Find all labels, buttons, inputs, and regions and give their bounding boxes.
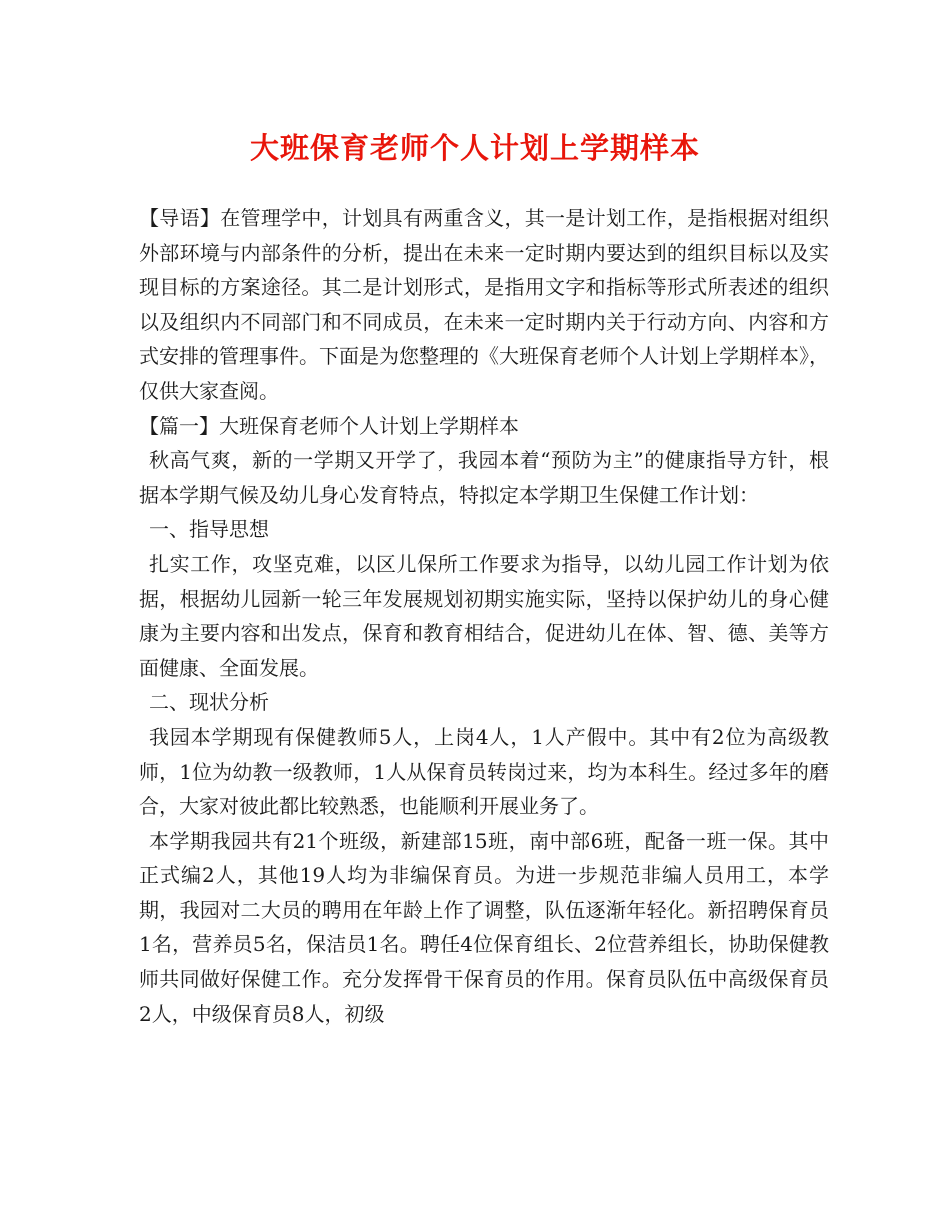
body-paragraph: 本学期我园共有21个班级，新建部15班，南中部6班，配备一班一保。其中正式编2人，其他19人均为非编保育员。为进一步规范非编人员用工，本学期，我园对二大员的聘用在年龄上作了调整，队伍逐渐年轻化。新招聘保育员1名，营养员5名，保洁员1名。聘任4位保育组长、2位营养组长，协助保健教师共同做好保健工作。充分发挥骨干保育员的作用。保育员队伍中高级保育员2人，中级保育员8人，初级: [139, 828, 829, 1026]
section-heading: 一、指导思想: [149, 517, 269, 542]
intro-paragraph: 【导语】在管理学中，计划具有两重含义，其一是计划工作，是指根据对组织外部环境与内部条件的分析，提出在未来一定时期内要达到的组织目标以及实现目标的方案途径。其二是计划形式，是指用文字和指标等形式所表述的组织以及组织内不同部门和不同成员，在未来一定时期内关于行动方向、内容和方式安排的管理事件。下面是为您整理的《大班保育老师个人计划上学期样本》，仅供大家查阅。: [139, 206, 829, 403]
body-paragraph: 扎实工作，攻坚克难，以区儿保所工作要求为指导，以幼儿园工作计划为依据，根据幼儿园新一轮三年发展规划初期实施实际，坚持以保护幼儿的身心健康为主要内容和出发点，保育和教育相结合，促进幼儿在体、智、德、美等方面健康、全面发展。: [139, 551, 829, 680]
section-heading: 二、现状分析: [149, 690, 269, 715]
document-title: 大班保育老师个人计划上学期样本: [249, 131, 700, 165]
body-paragraph: 秋高气爽，新的一学期又开学了，我园本着“预防为主”的健康指导方针，根据本学期气候及幼儿身心发育特点，特拟定本学期卫生保健工作计划：: [139, 448, 829, 507]
section-heading: 【篇一】大班保育老师个人计划上学期样本: [139, 413, 519, 438]
body-paragraph: 我园本学期现有保健教师5人，上岗4人，1人产假中。其中有2位为高级教师，1位为幼教一级教师，1人从保育员转岗过来，均为本科生。经过多年的磨合，大家对彼此都比较熟悉，也能顺利开展业务了。: [139, 724, 829, 819]
document-body: [139, 201, 829, 1031]
